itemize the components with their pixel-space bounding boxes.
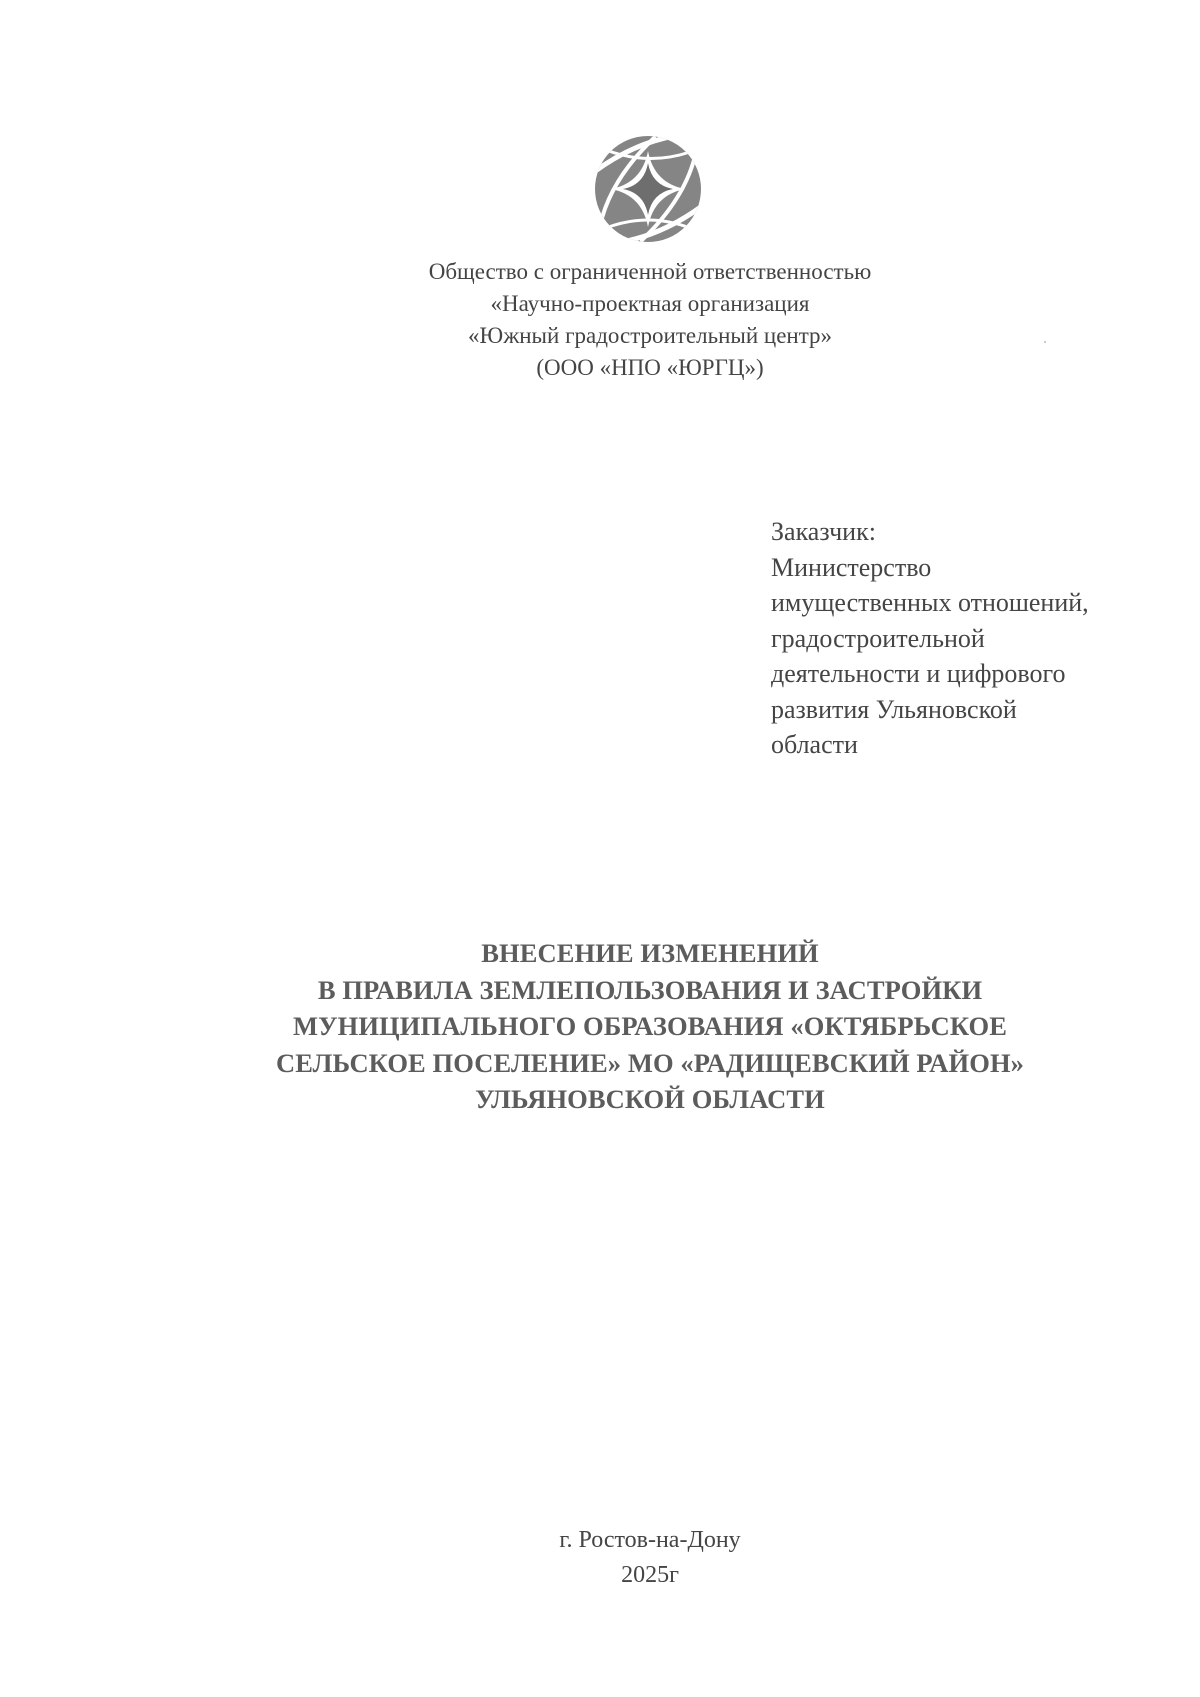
footer-year: 2025г (621, 1562, 679, 1588)
organization-name (0, 256, 1200, 384)
organization-line: Общество с ограниченной ответственностью (428, 259, 872, 284)
customer-name-line: Министерство (771, 552, 932, 582)
customer-name-line: градостроительной (771, 623, 985, 653)
customer-name-line: имущественных отношений, (771, 588, 1089, 617)
customer-label: Заказчик: (771, 517, 876, 546)
footer-city: г. Ростов-на-Дону (559, 1527, 741, 1553)
scan-speck (1044, 341, 1046, 343)
organization-line: «Научно-проектная организация (490, 291, 810, 316)
organization-line: «Южный градостроительный центр» (467, 323, 833, 348)
document-title-line: МУНИЦИПАЛЬНОГО ОБРАЗОВАНИЯ «ОКТЯБРЬСКОЕ (292, 1011, 1008, 1041)
customer-name-line: деятельности и цифрового (771, 659, 1066, 688)
document-title-line: В ПРАВИЛА ЗЕМЛЕПОЛЬЗОВАНИЯ И ЗАСТРОЙКИ (317, 974, 983, 1005)
organization-line: (ООО «НПО «ЮРГЦ») (536, 355, 764, 380)
document-title-line: ВНЕСЕНИЕ ИЗМЕНЕНИЙ (481, 938, 819, 968)
company-emblem-icon (592, 130, 704, 248)
document-title-line: УЛЬЯНОВСКОЙ ОБЛАСТИ (475, 1084, 825, 1114)
document-title (0, 935, 1200, 1118)
document-title-line: СЕЛЬСКОЕ ПОСЕЛЕНИЕ» МО «РАДИЩЕВСКИЙ РАЙОН» (275, 1047, 1025, 1078)
customer-block (771, 514, 1171, 763)
customer-name-line: развития Ульяновской (771, 694, 1017, 724)
customer-name-line: области (771, 730, 858, 759)
document-footer (0, 1523, 1200, 1593)
